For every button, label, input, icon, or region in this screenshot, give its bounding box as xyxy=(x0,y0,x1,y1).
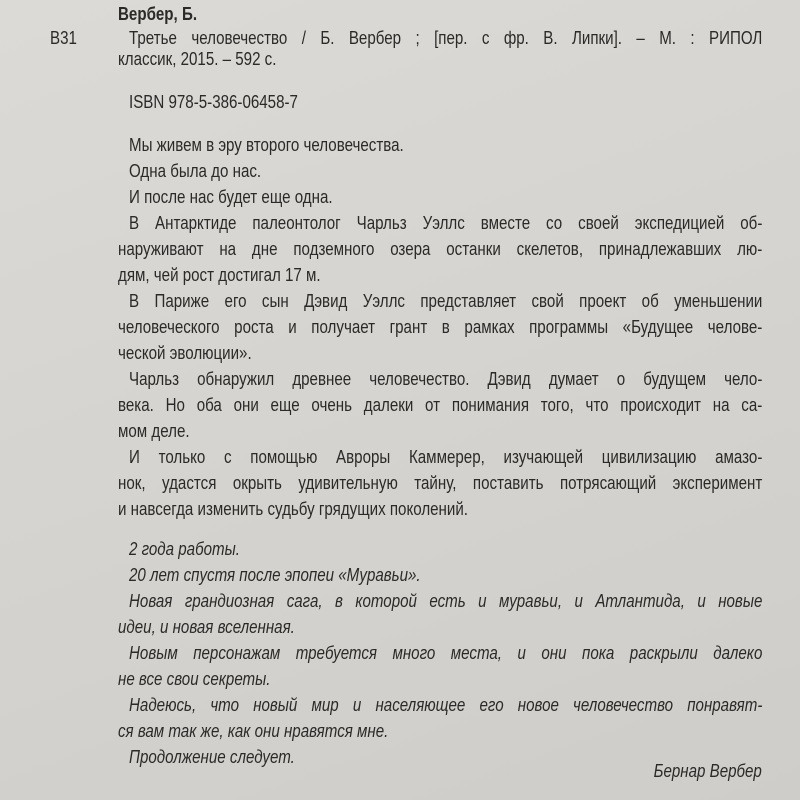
bibliographic-line: классик, 2015. – 592 с. xyxy=(118,49,277,69)
author-note-line: Надеюсь, что новый мир и населяющее его новое человечество понравят- xyxy=(129,695,763,715)
annotation-line: В Париже его сын Дэвид Уэллс представляет свой проект об уменьшении xyxy=(129,291,763,311)
annotation-line: ческой эволюции». xyxy=(118,343,252,363)
author-note-line: не все свои секреты. xyxy=(118,669,271,689)
author-note-line: 20 лет спустя после эпопеи «Муравьи». xyxy=(129,565,421,585)
annotation-line: и навсегда изменить судьбу грядущих поколений. xyxy=(118,499,469,519)
author-note-line: 2 года работы. xyxy=(129,539,240,559)
annotation-line: Одна была до нас. xyxy=(129,161,262,181)
annotation-line: И после нас будет еще одна. xyxy=(129,187,333,207)
annotation-line: В Антарктиде палеонтолог Чарльз Уэллс вместе со своей экспедицией об- xyxy=(129,213,763,233)
annotation-line: человеческого роста и получает грант в рамках программы «Будущее челове- xyxy=(118,317,763,337)
author-note-line: ся вам так же, как они нравятся мне. xyxy=(118,721,389,741)
udc-code: В31 xyxy=(50,28,77,48)
annotation-line: Чарльз обнаружил древнее человечество. Дэвид думает о будущем чело- xyxy=(129,369,763,389)
annotation-line: нок, удастся окрыть удивительную тайну, поставить потрясающий эксперимент xyxy=(118,473,763,493)
annotation-line: мом деле. xyxy=(118,421,190,441)
annotation-line: века. Но оба они еще очень далеки от понимания того, что происходит на са- xyxy=(118,395,763,415)
author-note-line: Новая грандиозная сага, в которой есть и муравьи, и Атлантида, и новые xyxy=(129,591,763,611)
annotation-line: наруживают на дне подземного озера останки скелетов, принадлежавших лю- xyxy=(118,239,763,259)
author-note-line: Продолжение следует. xyxy=(129,747,295,767)
author-heading: Вербер, Б. xyxy=(118,4,198,24)
isbn: ISBN 978-5-386-06458-7 xyxy=(129,92,298,112)
annotation-line: И только с помощью Авроры Каммерер, изучающей цивилизацию амазо- xyxy=(129,447,763,467)
bibliographic-line: Третье человечество / Б. Вербер ; [пер. с фр. В. Липки]. – М. : РИПОЛ xyxy=(129,28,763,48)
author-note-line: Новым персонажам требуется много места, и они пока раскрыли далеко xyxy=(129,643,763,663)
annotation-line: Мы живем в эру второго человечества. xyxy=(129,135,404,155)
annotation-line: дям, чей рост достигал 17 м. xyxy=(118,265,321,285)
signature: Бернар Вербер xyxy=(653,761,762,781)
author-note-line: идеи, и новая вселенная. xyxy=(118,617,295,637)
